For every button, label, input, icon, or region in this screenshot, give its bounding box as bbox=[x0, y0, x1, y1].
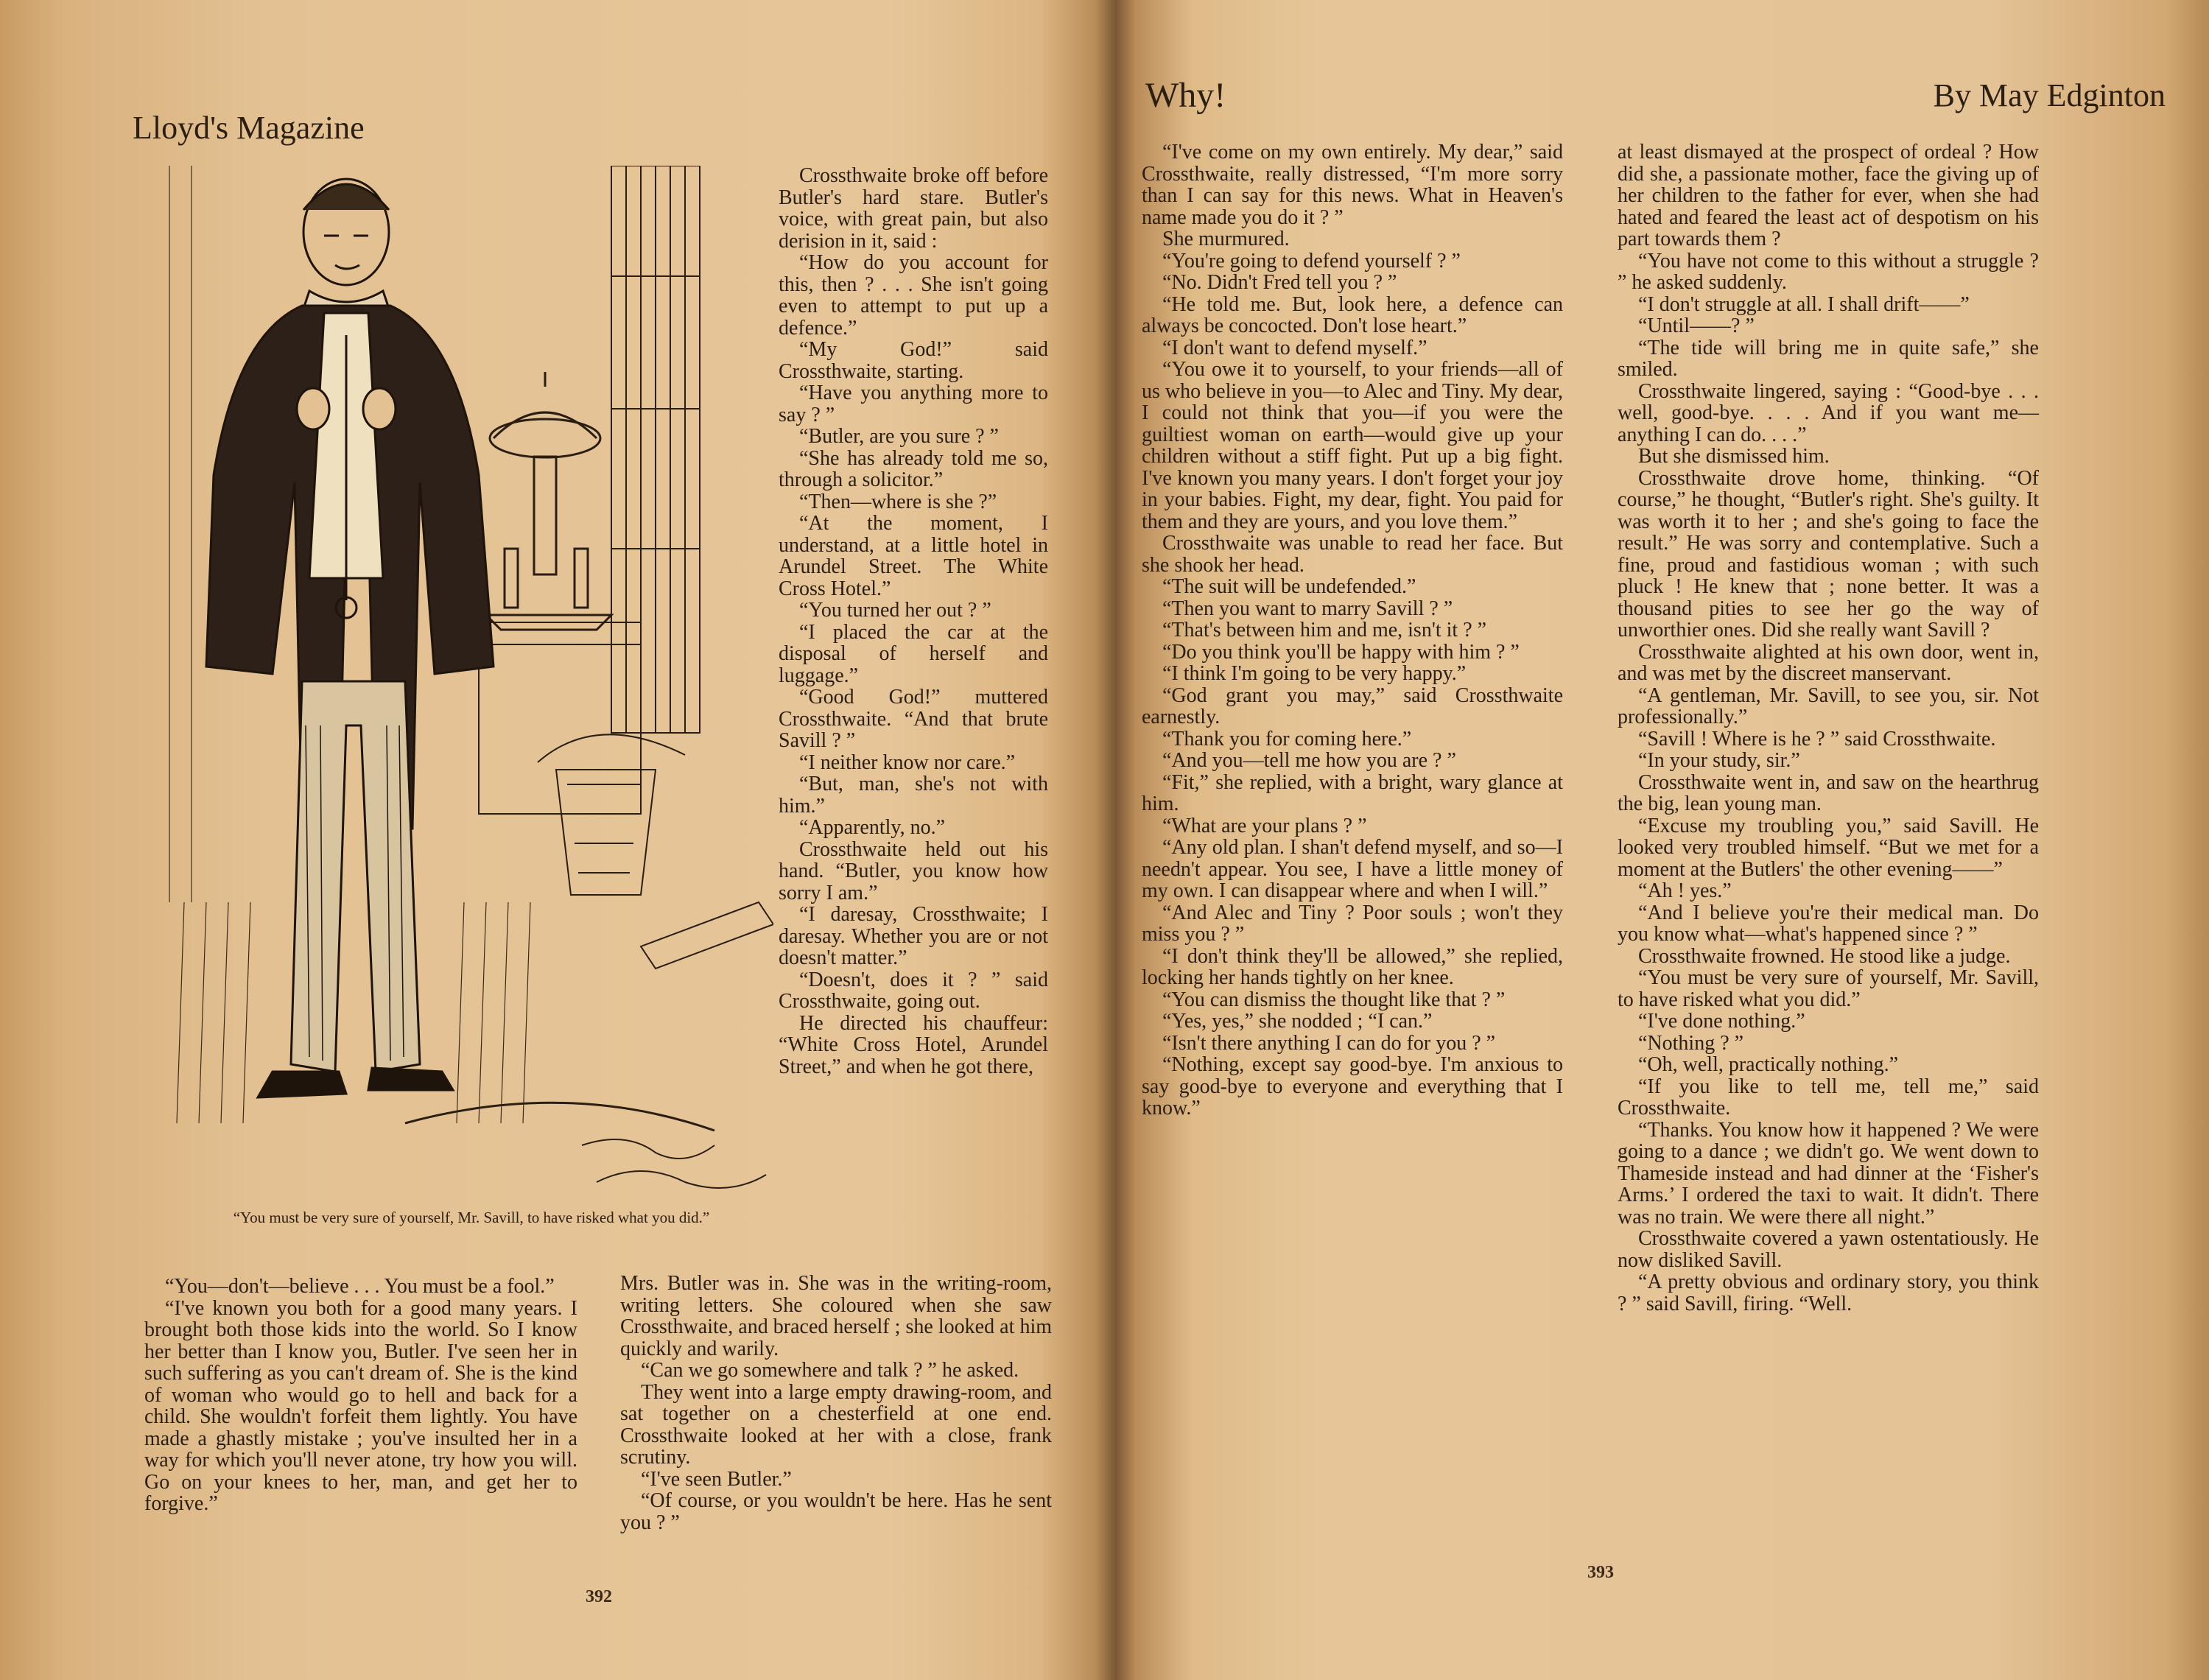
paragraph: “I don't think they'll be allowed,” she replied, locking her hands tightly on her knee. bbox=[1142, 944, 1563, 989]
paragraph: “Can we go somewhere and talk ? ” he asked. bbox=[641, 1359, 1019, 1382]
left-page bbox=[0, 0, 1083, 1680]
paragraph: “I've known you both for a good many years. I brought both those kids into the world. So I know her better than I know you, Butler. I've seen her in such suffering as you can't dream of. She is the kind of woman who would go to hell and back for a child. She wouldn't forfeit them lightly. You have made a ghastly mistake ; you've insulted her in a way for which you'll never atone, try how you will. Go on your knees to her, man, and get her to forgive.” bbox=[144, 1296, 577, 1515]
paragraph: “Nothing ? ” bbox=[1638, 1031, 1744, 1055]
paragraph: But she dismissed him. bbox=[1638, 445, 1830, 468]
paragraph: “What are your plans ? ” bbox=[1162, 814, 1367, 837]
paragraph: Crossthwaite went in, and saw on the hearthrug the big, lean young man. bbox=[1618, 770, 2039, 815]
paragraph: “A pretty obvious and ordinary story, you think ? ” said Savill, firing. “Well. bbox=[1618, 1270, 2039, 1315]
paragraph: “In your study, sir.” bbox=[1638, 749, 1800, 772]
paragraph: “Yes, yes,” she nodded ; “I can.” bbox=[1162, 1010, 1433, 1033]
paragraph: “God grant you may,” said Crossthwaite earnestly. bbox=[1142, 683, 1563, 728]
paragraph: “If you like to tell me, tell me,” said Crossthwaite. bbox=[1618, 1075, 2039, 1120]
paragraph: “I don't want to defend myself.” bbox=[1162, 336, 1427, 359]
paragraph: Crossthwaite frowned. He stood like a judge. bbox=[1638, 944, 2011, 968]
paragraph: “You turned her out ? ” bbox=[799, 599, 991, 622]
paragraph: “The suit will be undefended.” bbox=[1162, 575, 1416, 598]
paragraph: Crossthwaite alighted at his own door, went in, and was met by the discreet manservant. bbox=[1618, 640, 2039, 685]
left-page-column-upper-right bbox=[779, 165, 1048, 1078]
paragraph: “Doesn't, does it ? ” said Crossthwaite, going out. bbox=[779, 968, 1048, 1013]
paragraph: “I think I'm going to be very happy.” bbox=[1162, 662, 1467, 685]
paragraph: “Butler, are you sure ? ” bbox=[799, 425, 999, 448]
right-page bbox=[1090, 0, 2209, 1680]
paragraph: “Nothing, except say good-bye. I'm anxious to say good-bye to everyone and everything that I know.” bbox=[1142, 1053, 1563, 1120]
paragraph: Crossthwaite covered a yawn ostentatiously. He now disliked Savill. bbox=[1618, 1227, 2039, 1272]
page-number-left: 392 bbox=[586, 1587, 612, 1606]
paragraph: “Good God!” muttered Crossthwaite. “And that brute Savill ? ” bbox=[779, 686, 1048, 752]
paragraph: “I've come on my own entirely. My dear,” said Crossthwaite, really distressed, “I'm more sorry than I can say for this news. What in Heaven's name made you do it ? ” bbox=[1142, 141, 1563, 229]
paragraph: “I've seen Butler.” bbox=[641, 1467, 792, 1491]
paragraph: “You have not come to this without a struggle ? ” he asked suddenly. bbox=[1618, 249, 2039, 294]
paragraph: They went into a large empty drawing-room, and sat together on a chesterfield at one end. Crossthwaite looked at her with a close, frank scrutiny. bbox=[620, 1380, 1052, 1469]
paragraph: “You must be very sure of yourself, Mr. Savill, to have risked what you did.” bbox=[1618, 966, 2039, 1011]
page-number-right: 393 bbox=[1587, 1563, 1614, 1582]
paragraph: “He told me. But, look here, a defence can always be concocted. Don't lose heart.” bbox=[1142, 292, 1563, 337]
paragraph: “Oh, well, practically nothing.” bbox=[1638, 1053, 1898, 1076]
right-running-author: By May Edginton bbox=[1933, 77, 2166, 113]
right-running-title: Why! bbox=[1145, 76, 1226, 115]
paragraph: at least dismayed at the prospect of ordeal ? How did she, a passionate mother, face the giving up of her children to the father for ever, when she had hated and feared the least act of despotism on his part towards them ? bbox=[1618, 141, 2039, 250]
paragraph: “Then you want to marry Savill ? ” bbox=[1162, 597, 1453, 620]
left-page-column-bottom-left bbox=[144, 1276, 577, 1515]
paragraph: “And Alec and Tiny ? Poor souls ; won't they miss you ? ” bbox=[1142, 901, 1563, 946]
illustration-caption: “You must be very sure of yourself, Mr. Savill, to have risked what you did.” bbox=[233, 1209, 710, 1226]
paragraph: “At the moment, I understand, at a little hotel in Arundel Street. The White Cross Hotel.” bbox=[779, 512, 1048, 600]
paragraph: “Thanks. You know how it happened ? We were going to a dance ; we didn't go. We went down to Thameside instead and had dinner at the ‘Fisher's Arms.’ I ordered the taxi to wait. It didn't. There was no train. We were there all night.” bbox=[1618, 1118, 2039, 1229]
paragraph: “And you—tell me how you are ? ” bbox=[1162, 749, 1456, 772]
paragraph: Crossthwaite held out his hand. “Butler, you know how sorry I am.” bbox=[779, 837, 1048, 904]
paragraph: “Isn't there anything I can do for you ? ” bbox=[1162, 1031, 1496, 1055]
paragraph: “I don't struggle at all. I shall drift——” bbox=[1638, 292, 1970, 316]
paragraph: He directed his chauffeur: “White Cross Hotel, Arundel Street,” and when he got there, bbox=[779, 1011, 1048, 1078]
left-running-head: Lloyd's Magazine bbox=[133, 110, 365, 146]
paragraph: “You're going to defend yourself ? ” bbox=[1162, 249, 1461, 273]
paragraph: “Until——? ” bbox=[1638, 314, 1755, 337]
paragraph: “Apparently, no.” bbox=[799, 816, 945, 839]
paragraph: “Do you think you'll be happy with him ? ” bbox=[1162, 640, 1520, 664]
paragraph: “You—don't—believe . . . You must be a fool.” bbox=[165, 1275, 555, 1298]
right-page-column-left bbox=[1142, 141, 1563, 1120]
paragraph: “Of course, or you wouldn't be here. Has he sent you ? ” bbox=[620, 1489, 1052, 1534]
paragraph: “How do you account for this, then ? . . . She isn't going even to attempt to put up a defence.” bbox=[779, 251, 1048, 340]
paragraph: “Fit,” she replied, with a bright, wary glance at him. bbox=[1142, 770, 1563, 815]
paragraph: “But, man, she's not with him.” bbox=[779, 773, 1048, 818]
paragraph: “Have you anything more to say ? ” bbox=[779, 382, 1048, 426]
paragraph: “The tide will bring me in quite safe,” she smiled. bbox=[1618, 336, 2039, 381]
paragraph: “Thank you for coming here.” bbox=[1162, 727, 1412, 751]
paragraph: “I placed the car at the disposal of herself and luggage.” bbox=[779, 620, 1048, 687]
paragraph: Crossthwaite drove home, thinking. “Of course,” he thought, “Butler's right. She's guilty. It was worth it to her ; and she's going to face the result.” He was sorry and contemplative. Such a fine, proud and fastidious woman ; with such pluck ! He knew that ; none better. It was a thousand pities to see her go the way of unworthier ones. Did she really want Savill ? bbox=[1618, 466, 2039, 642]
paragraph: “A gentleman, Mr. Savill, to see you, sir. Not professionally.” bbox=[1618, 683, 2039, 728]
paragraph: Crossthwaite lingered, saying : “Good-bye . . . well, good-bye. . . . And if you want me—anything I can do. . . .” bbox=[1618, 379, 2039, 446]
paragraph: “Excuse my troubling you,” said Savill. He looked very troubled himself. “But we met for a moment at the Butlers' the other evening——” bbox=[1618, 814, 2039, 881]
paragraph: “She has already told me so, through a solicitor.” bbox=[779, 446, 1048, 491]
paragraph: “Ah ! yes.” bbox=[1638, 879, 1732, 902]
paragraph: Crossthwaite broke off before Butler's hard stare. Butler's voice, with great pain, but also derision in it, said : bbox=[779, 164, 1048, 253]
paragraph: “And I believe you're their medical man. Do you know what—what's happened since ? ” bbox=[1618, 901, 2039, 946]
paragraph: Mrs. Butler was in. She was in the writing-room, writing letters. She coloured when she saw Crossthwaite, and braced herself ; she looked at him quickly and warily. bbox=[620, 1272, 1052, 1360]
illustration-gentleman-in-study bbox=[125, 166, 773, 1219]
paragraph: Crossthwaite was unable to read her face. But she shook her head. bbox=[1142, 532, 1563, 577]
paragraph: “I daresay, Crossthwaite; I daresay. Whether you are or not doesn't matter.” bbox=[779, 903, 1048, 969]
paragraph: She murmured. bbox=[1162, 228, 1290, 250]
paragraph: “I've done nothing.” bbox=[1638, 1010, 1805, 1033]
right-page-column-right bbox=[1618, 141, 2039, 1315]
paragraph: “You can dismiss the thought like that ? ” bbox=[1162, 988, 1506, 1011]
paragraph: “Any old plan. I shan't defend myself, and so—I needn't appear. You see, I have a little money of my own. I can disappear where and when I will.” bbox=[1142, 836, 1563, 902]
paragraph: “Then—where is she ?” bbox=[799, 490, 997, 513]
paragraph: “You owe it to yourself, to your friends—all of us who believe in you—to Alec and Tiny. My dear, I could not think that you—if you were the guiltiest woman on earth—would give up your children without a stiff fight. Put up a big fight. I've known you many years. I don't forget your joy in your babies. Fight, my dear, fight. You paid for them and they are yours, and you love them.” bbox=[1142, 358, 1563, 533]
paragraph: “I neither know nor care.” bbox=[799, 751, 1016, 774]
left-page-column-bottom-right bbox=[620, 1273, 1052, 1533]
paragraph: “My God!” said Crossthwaite, starting. bbox=[779, 338, 1048, 383]
paragraph: “No. Didn't Fred tell you ? ” bbox=[1162, 271, 1397, 294]
paragraph: “Savill ! Where is he ? ” said Crossthwaite. bbox=[1638, 727, 1996, 751]
paragraph: “That's between him and me, isn't it ? ” bbox=[1162, 619, 1487, 642]
